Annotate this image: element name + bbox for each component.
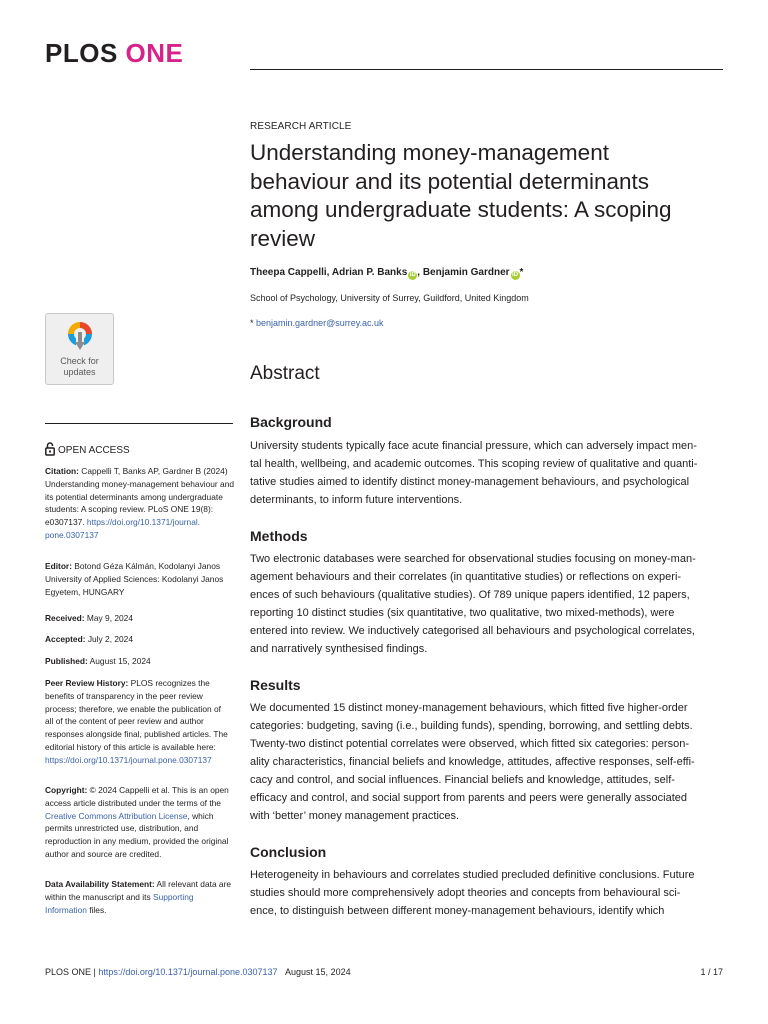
copyright-text: © 2024 Cappelli et al. This is an open xyxy=(87,785,229,795)
received-value: May 9, 2024 xyxy=(84,613,133,623)
article-title xyxy=(250,139,730,253)
article-type: RESEARCH ARTICLE xyxy=(250,121,352,132)
text-line: agement behaviours and their correlates (in quantitative studies) or reflections on experi- xyxy=(250,571,682,583)
text-line: author and source are credited. xyxy=(45,848,162,859)
text-line: reporting 10 distinct studies (six quantitative, two qualitative, two mixed-methods), were xyxy=(250,607,675,619)
published-label: Published: xyxy=(45,656,88,666)
check-line-2: updates xyxy=(63,367,96,377)
data-availability-block xyxy=(45,878,240,916)
title-line: among undergraduate students: A scoping xyxy=(250,197,672,222)
page-number: 1 / 17 xyxy=(700,967,723,977)
text-line xyxy=(45,891,240,904)
results-text xyxy=(250,699,720,825)
background-text xyxy=(250,437,720,509)
text-line: responses alongside final, published articles. The xyxy=(45,729,228,740)
data-availability-text: within the manuscript and its xyxy=(45,891,153,902)
copyright-block xyxy=(45,784,240,861)
published-value: August 15, 2024 xyxy=(87,656,151,666)
text-line: We documented 15 distinct money-management behaviours, which fitted five higher-order xyxy=(250,702,688,714)
text-line xyxy=(45,810,240,823)
page-footer xyxy=(45,967,351,977)
text-line xyxy=(45,633,240,646)
title-line: Understanding money-management xyxy=(250,140,609,165)
copyright-text: , which xyxy=(187,810,214,821)
citation-block xyxy=(45,465,240,542)
text-line: Twenty-two distinct potential correlates were observed, which fitted six categories: person- xyxy=(250,738,689,750)
text-line: ality characteristics, financial beliefs and knowledge, attitudes, affective responses, self-effi- xyxy=(250,756,695,768)
text-line xyxy=(45,784,240,797)
text-line: Heterogeneity in behaviours and correlates studied precluded definitive conclusions. Future xyxy=(250,869,695,881)
check-for-updates-icon xyxy=(66,320,94,354)
header-divider xyxy=(250,69,723,70)
text-line: all of the content of peer review and author xyxy=(45,716,204,727)
editor-text: Botond Géza Kálmán, Kodolanyi Janos xyxy=(71,561,221,571)
sidebar-divider xyxy=(45,423,233,424)
results-heading: Results xyxy=(250,677,301,693)
text-line: with ‘better’ money management practices. xyxy=(250,810,460,822)
text-line: efficacy and control, and social support from parents and peers were generally associated xyxy=(250,792,687,804)
text-line: Two electronic databases were searched for observational studies focusing on money-man- xyxy=(250,553,696,565)
text-line xyxy=(45,465,240,478)
text-line xyxy=(45,677,240,690)
footer-journal: PLOS ONE | xyxy=(45,967,99,977)
peer-review-block xyxy=(45,677,240,767)
check-for-updates-button[interactable] xyxy=(45,313,114,385)
text-line xyxy=(45,516,240,529)
text-line: University of Applied Sciences: Kodolanyi Janos xyxy=(45,573,224,584)
text-line: students: A scoping review. PLoS ONE 19(8): xyxy=(45,504,214,515)
citation-text: Cappelli T, Banks AP, Gardner B (2024) xyxy=(78,466,228,476)
title-line: behaviour and its potential determinants xyxy=(250,168,650,194)
open-lock-icon xyxy=(45,442,55,456)
authors-part-2: , Benjamin Gardner xyxy=(417,267,510,278)
accepted-label: Accepted: xyxy=(45,634,86,644)
peer-review-text: PLOS recognizes the xyxy=(128,678,210,688)
title-line: review xyxy=(250,225,316,251)
check-line-1: Check for xyxy=(60,356,99,366)
author-list xyxy=(250,267,523,280)
text-line: determinants, to inform future interventions. xyxy=(250,494,463,506)
methods-heading: Methods xyxy=(250,528,308,544)
accepted-date xyxy=(45,633,240,646)
text-line: access article distributed under the terms of the xyxy=(45,797,221,808)
data-availability-label: Data Availability Statement: xyxy=(45,879,155,889)
citation-text: e0307137. xyxy=(45,517,87,528)
editor-block xyxy=(45,560,240,598)
footer-date: August 15, 2024 xyxy=(285,967,351,977)
received-date xyxy=(45,612,240,625)
text-line: and narratively synthesised findings. xyxy=(250,643,428,655)
text-line xyxy=(45,655,240,668)
data-availability-text: files. xyxy=(86,904,107,915)
logo-plos: PLOS xyxy=(45,38,118,68)
open-access-label: OPEN ACCESS xyxy=(58,445,130,456)
license-link[interactable]: Creative Commons Attribution License xyxy=(45,810,188,821)
email-mark: * xyxy=(250,318,254,328)
text-line: tative studies aimed to identify distinct money-management behaviours, and psychological xyxy=(250,476,690,488)
open-access-badge xyxy=(45,442,130,456)
citation-doi-link[interactable]: https://doi.org/10.1371/journal. xyxy=(86,517,201,528)
text-line xyxy=(45,560,240,573)
text-line: Understanding money-management behaviour and xyxy=(45,478,235,489)
supporting-info-link[interactable]: Information xyxy=(45,904,87,915)
orcid-icon[interactable]: iD xyxy=(409,272,416,278)
text-line: Egyetem, HUNGARY xyxy=(45,586,125,597)
orcid-icon[interactable]: iD xyxy=(512,272,519,278)
email-link[interactable]: benjamin.gardner@surrey.ac.uk xyxy=(256,318,384,328)
text-line: its potential determinants among undergraduate xyxy=(45,491,223,502)
peer-review-link[interactable]: https://doi.org/10.1371/journal.pone.0307137 xyxy=(45,754,212,765)
text-line: categories: budgeting, saving (i.e., building funds), spending, borrowing, and settling debts. xyxy=(250,720,693,732)
conclusion-text xyxy=(250,866,720,920)
check-for-updates-label xyxy=(46,356,113,378)
text-line: studies should more comprehensively adopt theories and concepts from behavioural sci- xyxy=(250,887,681,899)
text-line: process; therefore, we enable the publication of xyxy=(45,703,221,714)
abstract-heading: Abstract xyxy=(250,363,320,384)
background-heading: Background xyxy=(250,414,332,430)
text-line: cacy and control, and social influences. Financial beliefs and knowledge, attitudes, self- xyxy=(250,774,675,786)
text-line: tal health, wellbeing, and academic outcomes. This scoping review of qualitative and quanti- xyxy=(250,458,698,470)
text-line: University students typically face acute financial pressure, which can adversely impact men- xyxy=(250,440,697,452)
text-line: entered into review. We inductively categorised all behaviours and psychological correlates, xyxy=(250,625,695,637)
corresponding-email xyxy=(250,318,384,328)
text-line xyxy=(45,878,240,891)
footer-doi-link[interactable]: https://doi.org/10.1371/journal.pone.0307137 xyxy=(98,967,278,977)
supporting-info-link[interactable]: Supporting xyxy=(153,891,194,902)
citation-label: Citation: xyxy=(45,466,79,476)
published-date xyxy=(45,655,240,668)
text-line xyxy=(45,612,240,625)
methods-text xyxy=(250,550,720,658)
data-availability-text: All relevant data are xyxy=(154,879,232,889)
peer-review-label: Peer Review History: xyxy=(45,678,129,688)
journal-logo xyxy=(45,38,183,69)
text-line: ence, to distinguish between different money-management behaviours, identify which xyxy=(250,905,665,917)
accepted-value: July 2, 2024 xyxy=(85,634,133,644)
text-line xyxy=(45,904,240,917)
received-label: Received: xyxy=(45,613,85,623)
copyright-label: Copyright: xyxy=(45,785,88,795)
text-line: permits unrestricted use, distribution, and xyxy=(45,823,199,834)
citation-doi-link[interactable]: pone.0307137 xyxy=(45,529,99,540)
editor-label: Editor: xyxy=(45,561,72,571)
logo-one: ONE xyxy=(125,38,184,68)
text-line: editorial history of this article is available here: xyxy=(45,741,216,752)
text-line: reproduction in any medium, provided the original xyxy=(45,836,229,847)
conclusion-heading: Conclusion xyxy=(250,844,327,860)
affiliation: School of Psychology, University of Surrey, Guildford, United Kingdom xyxy=(250,293,529,303)
text-line: ences of such behaviours (qualitative studies). Of 789 unique papers identified, 12 papers, xyxy=(250,589,690,601)
authors-part-1: Theepa Cappelli, Adrian P. Banks xyxy=(250,267,408,278)
text-line: benefits of transparency in the peer review xyxy=(45,690,203,701)
corresponding-mark: * xyxy=(519,267,524,278)
